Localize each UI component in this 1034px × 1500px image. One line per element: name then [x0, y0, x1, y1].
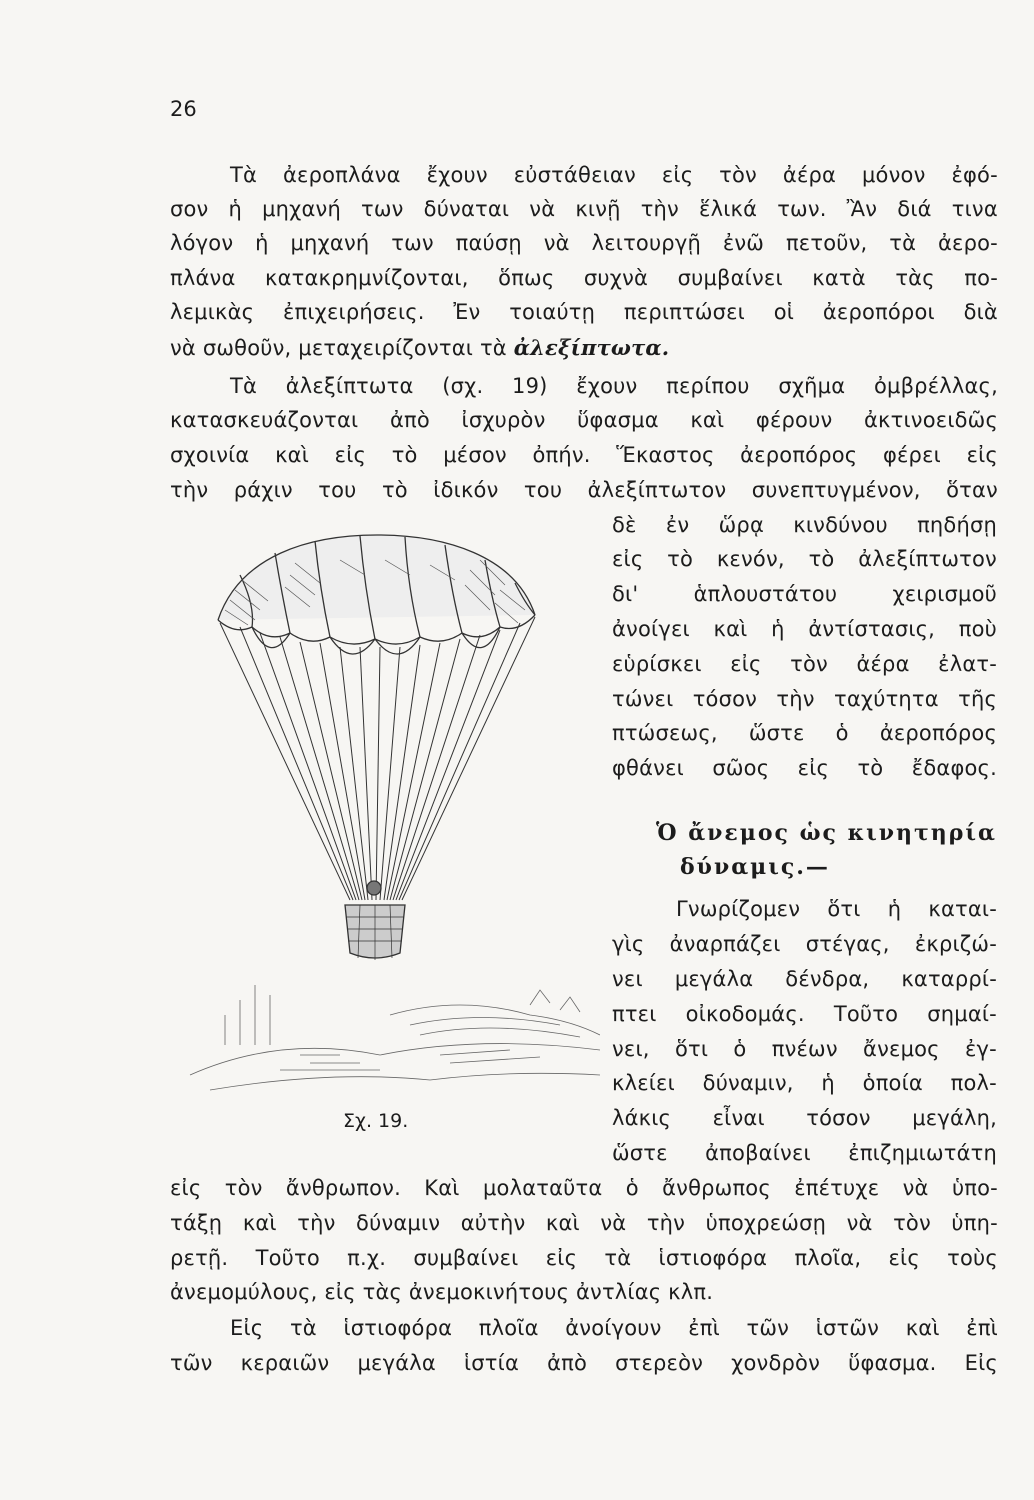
word: ἐφό- [951, 163, 998, 187]
word: ἐπὶ [688, 1316, 720, 1340]
word: ἔχουν [576, 374, 638, 398]
word: των [391, 231, 434, 255]
word: τὸν [893, 1211, 931, 1235]
word: ὅταν [946, 478, 998, 502]
word: πλοῖα [478, 1316, 539, 1340]
word: νὰ [902, 1176, 929, 1200]
word: ὑπη- [951, 1211, 998, 1235]
word: εἰς [334, 443, 367, 467]
word: τοιαύτῃ [509, 300, 596, 324]
text-line [170, 480, 998, 501]
word: λάκις [612, 1106, 672, 1130]
word: ἀκτινοειδῶς [864, 408, 998, 432]
text-line [170, 199, 998, 220]
word: οἰκοδομάς. [685, 1002, 805, 1026]
word: καταρρί- [901, 967, 997, 991]
word: κεραιῶν [240, 1351, 330, 1375]
word: ἐνῶ [722, 231, 765, 255]
word: μηχανή [290, 231, 370, 255]
word: ὀπήν. [532, 443, 591, 467]
word: ἐπιζημιωτάτη [848, 1141, 997, 1165]
word: μεγάλη, [912, 1106, 997, 1130]
text-line [170, 337, 669, 359]
word: ἀντίστασις, [808, 617, 936, 641]
word: εἰς [612, 547, 644, 571]
word: ἰδικόν [433, 478, 499, 502]
word: εἰς [888, 1246, 920, 1270]
word: ἰσχυρὸν [461, 408, 546, 432]
word: χονδρὸν [731, 1351, 821, 1375]
word: ὁ [733, 1037, 747, 1061]
text-line [230, 1318, 998, 1339]
word: πτώσεως, [612, 721, 718, 745]
word: μεγάλα [357, 1351, 436, 1375]
word: μηχανή [262, 197, 341, 221]
word: καὶ [242, 1211, 277, 1235]
word: τὰς [895, 266, 935, 290]
word: ἡ [821, 1071, 835, 1095]
word: τῆς [958, 687, 997, 711]
word: τὴν [776, 687, 815, 711]
word: Ἂν [846, 197, 878, 221]
word: γὶς [612, 932, 645, 956]
word: τόσον [692, 687, 758, 711]
word: ἐπιχειρήσεις. [282, 300, 425, 324]
word: ὕφασμα. [848, 1351, 937, 1375]
word: κατασκευάζονται [170, 408, 359, 432]
word: μέσον [443, 443, 507, 467]
word: συμβαίνει [677, 266, 783, 290]
text-line [612, 1108, 997, 1129]
text-line [170, 1178, 998, 1199]
parachutist [367, 881, 381, 895]
text-line [612, 723, 997, 744]
word: πο- [964, 266, 998, 290]
word: τὰ [889, 231, 917, 255]
word: καὶ [690, 408, 725, 432]
figure-caption: Σχ. 19. [343, 1110, 409, 1132]
word: εἶναι [712, 1106, 765, 1130]
word: των [361, 197, 404, 221]
word: δὲ [612, 513, 637, 537]
word: σχῆμα [778, 374, 846, 398]
text-line [612, 689, 997, 710]
parachute-illustration [180, 515, 600, 1105]
word: καὶ [545, 1211, 580, 1235]
word: συμβαίνει [413, 1246, 519, 1270]
word: ἕλικά [699, 197, 758, 221]
word: ὑποχρεώσῃ [705, 1211, 827, 1235]
word: νὰ [543, 231, 570, 255]
word: τὸν [790, 652, 828, 676]
word: διά [897, 197, 932, 221]
text-line [170, 410, 998, 431]
word: ταχύτητα [834, 687, 939, 711]
word: περιπτώσει [623, 300, 745, 324]
word: ἀεροπόρος [879, 721, 997, 745]
word: τώνει [612, 687, 674, 711]
word: νὰ [529, 197, 556, 221]
section-heading-line-2: δύναμις.— [680, 854, 830, 880]
page-number: 26 [170, 97, 197, 121]
word: τάξῃ [170, 1211, 223, 1235]
word: ἀέρα [782, 163, 837, 187]
word: ἀεροπλάνα [283, 163, 401, 187]
word: πλάνα [170, 266, 236, 290]
word: (σχ. [442, 374, 484, 398]
word: τινα [951, 197, 998, 221]
text-line [612, 969, 997, 990]
word: σχοινία [170, 443, 250, 467]
word: δένδρα, [785, 967, 870, 991]
word: ποὺ [958, 617, 997, 641]
word: ὥστε [748, 721, 805, 745]
landscape [190, 985, 600, 1090]
word: εἰς [730, 652, 762, 676]
text-line [230, 376, 998, 397]
word: τῶν [746, 1316, 790, 1340]
word: ἀναρπάζει [669, 932, 781, 956]
word: μεγάλα [674, 967, 754, 991]
word: ὁ [835, 721, 849, 745]
word: ἐπὶ [966, 1316, 998, 1340]
word: οἱ [773, 300, 795, 324]
word: ὁ [625, 1176, 639, 1200]
word: νει, [612, 1037, 650, 1061]
word: ἀπὸ [389, 408, 430, 432]
word: ἐκριζώ- [914, 932, 997, 956]
word: ἀεροπόροι [822, 300, 935, 324]
word: ἀνοίγει [612, 617, 690, 641]
word: στέγας, [805, 932, 890, 956]
word: ὕφασμα [577, 408, 659, 432]
text-line [612, 1039, 997, 1060]
text-line [170, 1353, 998, 1374]
word: περίπου [666, 374, 750, 398]
word: εἰς [545, 1246, 578, 1270]
word: π.χ. [347, 1246, 387, 1270]
word: ἡ [771, 617, 785, 641]
word: ἡ [255, 231, 269, 255]
word: κατὰ [812, 266, 866, 290]
word: κατακρημνίζονται, [265, 266, 469, 290]
text-line [612, 549, 997, 570]
word: ἱστῶν [815, 1316, 880, 1340]
word: τὸ [381, 478, 408, 502]
word: σον [170, 197, 209, 221]
word: Τὰ [230, 374, 258, 398]
word: πολ- [950, 1071, 997, 1095]
word: φέρουν [755, 408, 833, 432]
word: καται- [928, 897, 997, 921]
word: ἐν [665, 513, 690, 537]
word: ἱστία [463, 1351, 519, 1375]
word: διὰ [963, 300, 998, 324]
text-line [612, 584, 997, 605]
text-line [676, 899, 997, 920]
word: τὸ [857, 756, 884, 780]
word: πετοῦν, [785, 231, 868, 255]
word: τὸ [391, 443, 418, 467]
word: ὑπο- [951, 1176, 998, 1200]
word: Εἰς [230, 1316, 264, 1340]
word: ἀνοίγουν [565, 1316, 662, 1340]
word: νὰ [846, 1211, 873, 1235]
word: τοὺς [947, 1246, 998, 1270]
word: κινδύνου [793, 513, 888, 537]
word: των. [777, 197, 827, 221]
word: ἀλεξίπτωτον [858, 547, 997, 571]
word: καὶ [713, 617, 748, 641]
text-line [612, 934, 997, 955]
word: του [318, 478, 357, 502]
word: τὴν [297, 1211, 336, 1235]
word: νὰ [600, 1211, 627, 1235]
word: συχνὰ [583, 266, 649, 290]
word: στερεὸν [615, 1351, 704, 1375]
word: ὅπως [498, 266, 555, 290]
word: τὸν [719, 163, 757, 187]
word: δύναμιν [356, 1211, 441, 1235]
word: πηδήσῃ [917, 513, 997, 537]
word: ρετῇ. [170, 1246, 229, 1270]
word: Γνωρίζομεν [676, 897, 801, 921]
word: ἐγ- [964, 1037, 997, 1061]
word: τὸ [667, 547, 694, 571]
section-heading-line-1: Ὁ ἄνεμος ὡς κινητηρία [655, 820, 997, 846]
word: ἀέρα [856, 652, 910, 676]
word: ἀποβαίνει [705, 1141, 811, 1165]
text-line [612, 1004, 997, 1025]
word: ἔχουν [426, 163, 488, 187]
word: εἰς [170, 1176, 202, 1200]
word: ἀπὸ [547, 1351, 588, 1375]
word: ἀλεξίπτωτα [285, 374, 414, 398]
word: πνέων [771, 1037, 838, 1061]
word: σημαί- [927, 1002, 997, 1026]
word: τῶν [170, 1351, 213, 1375]
word: τὴν [170, 478, 209, 502]
word: ἔδαφος. [911, 756, 997, 780]
word: του [523, 478, 563, 502]
word: τὸ [808, 547, 835, 571]
word: καὶ [905, 1316, 940, 1340]
word: ἁπλουστάτου [693, 582, 838, 606]
word: τὰ [289, 1316, 317, 1340]
word: εὐστάθειαν [513, 163, 636, 187]
text-line [170, 268, 998, 289]
word: πτει [612, 1002, 657, 1026]
word: φέρει [882, 443, 941, 467]
text-line [612, 619, 997, 640]
word: παύσῃ [455, 231, 522, 255]
word: ἄνθρωπος [662, 1176, 771, 1200]
word: Εἰς [964, 1351, 998, 1375]
word: ἡ [228, 197, 243, 221]
term-alexiptota: ἀλεξίπτωτα. [513, 335, 670, 360]
word: εὑρίσκει [612, 652, 702, 676]
word: εἰς [797, 756, 830, 780]
text-line [612, 654, 997, 675]
text-line [170, 445, 998, 466]
word: λεμικὰς [170, 300, 255, 324]
parachute-figure [180, 515, 600, 1109]
text-line [170, 233, 998, 254]
word: ἀερο- [937, 231, 998, 255]
word: μολαταῦτα [482, 1176, 603, 1200]
word: Τὰ [230, 163, 258, 187]
word: ἀλεξίπτωτον [587, 478, 727, 502]
word: ἐπέτυχε [794, 1176, 880, 1200]
word: δι' [612, 582, 639, 606]
text-line [170, 302, 998, 323]
word: ἄνεμος [863, 1037, 940, 1061]
word: τὰ [604, 1246, 632, 1270]
word: εἰς [966, 443, 998, 467]
word: ἀεροπόρος [740, 443, 858, 467]
word: Ἐν [453, 300, 481, 324]
word: πλοῖα, [794, 1246, 862, 1270]
text-line [170, 1248, 998, 1269]
word: σῶος [712, 756, 770, 780]
word: ὅτι [827, 897, 861, 921]
word: λειτουργῇ [591, 231, 701, 255]
word: δύναμιν, [702, 1071, 794, 1095]
word: τόσον [806, 1106, 871, 1130]
word: δύναται [423, 197, 510, 221]
text-line [612, 758, 997, 779]
word: αὐτὴν [460, 1211, 526, 1235]
word: Τοῦτο [255, 1246, 320, 1270]
word: Τοῦτο [833, 1002, 899, 1026]
word: ὀμβρέλλας, [873, 374, 998, 398]
word: λόγον [170, 231, 234, 255]
text-line [230, 165, 998, 186]
word: κλείει [612, 1071, 675, 1095]
word: φθάνει [612, 756, 684, 780]
word: τὴν [640, 197, 679, 221]
text-line [612, 515, 997, 536]
word: ἱστιοφόρα [343, 1316, 453, 1340]
text-line [612, 1143, 997, 1164]
word: τὴν [646, 1211, 686, 1235]
text-line [170, 1213, 998, 1234]
word: ὥστε [612, 1141, 668, 1165]
word: κινῇ [575, 197, 621, 221]
text-line [612, 1073, 997, 1094]
word: συνεπτυγμένον, [751, 478, 921, 502]
word: τὸν [224, 1176, 263, 1200]
word: ἱστιοφόρα [658, 1246, 768, 1270]
word: ἡ [887, 897, 902, 921]
word: κενόν, [716, 547, 785, 571]
word: ὅτι [674, 1037, 709, 1061]
text-line: ἀνεμομύλους, εἰς τὰς ἀνεμοκινήτους ἀντλίας κλπ. [170, 1280, 714, 1304]
text-fragment: νὰ σωθοῦν, μεταχειρίζονται τὰ [170, 336, 507, 360]
word: ὥρᾳ [718, 513, 764, 537]
word: ὁποία [862, 1071, 923, 1095]
word: ράχιν [233, 478, 293, 502]
word: 19) [512, 374, 548, 398]
word: χειρισμοῦ [892, 582, 997, 606]
word: εἰς [661, 163, 694, 187]
word: καὶ [275, 443, 310, 467]
word: ἐλατ- [938, 652, 997, 676]
word: Ἕκαστος [616, 443, 715, 467]
word: ἄνθρωπον. [285, 1176, 401, 1200]
word: νει [612, 967, 643, 991]
word: μόνον [862, 163, 926, 187]
word: Καὶ [424, 1176, 460, 1200]
